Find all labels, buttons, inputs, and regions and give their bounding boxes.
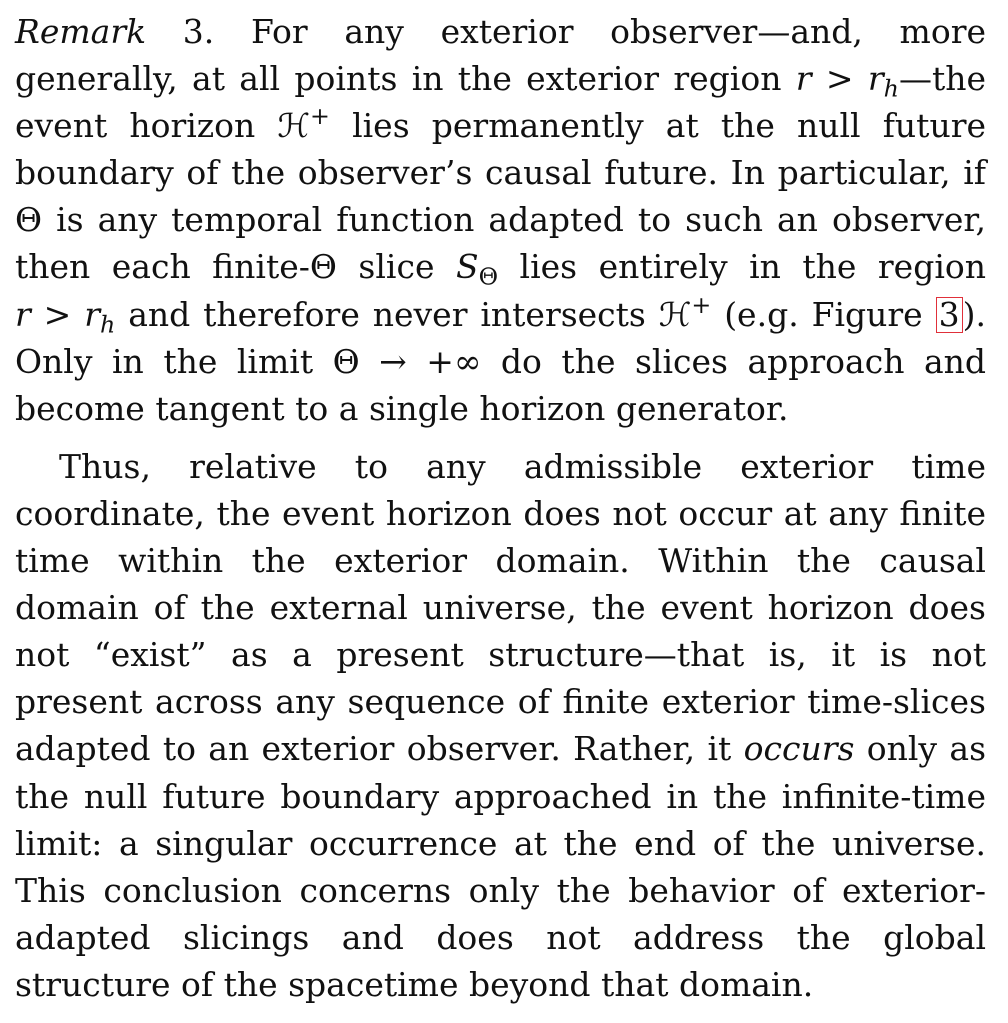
figure-citation bbox=[724, 295, 986, 334]
paragraph2-text-b: only as the null future boundary approached in the infinite-time limit: a singular occurrence at the end of the universe. This conclusion concerns only the behavior of exterior-adapted slicings and does not address the global structure of the spacetime beyond that domain. bbox=[15, 729, 987, 1004]
paragraph2-text-a: Thus, relative to any admissible exterior time coordinate, the event horizon does not occur at any finite time within the exterior domain. Within the causal domain of the external universe, the event horizon does not “exist” as a present structure—that is, it is not present across any sequence of finite exterior time-slices adapted to an exterior observer. Rather, it bbox=[15, 446, 986, 769]
conclusion-paragraph bbox=[15, 443, 986, 1008]
math-H-sup: + bbox=[310, 102, 330, 131]
math-r-h-2: r bbox=[84, 294, 100, 334]
remark-number: 3. bbox=[182, 12, 215, 51]
math-H-2: ℋ bbox=[658, 294, 692, 334]
region-inequality bbox=[795, 59, 899, 103]
math-H: ℋ bbox=[277, 106, 311, 146]
remark-text-f-open: (e.g. Figure bbox=[724, 294, 923, 334]
remark-text-e: and therefore never intersects bbox=[128, 294, 646, 334]
remark-label: Remark bbox=[15, 12, 147, 51]
remark-text-c: lies permanently at the null future boundary of the observer’s causal future. In particular, if Θ is any temporal function adapted to such an observer, then each finite-Θ slice bbox=[15, 106, 986, 287]
figure-3-link[interactable]: 3 bbox=[936, 297, 963, 334]
math-S: S bbox=[455, 247, 479, 287]
paragraph2-emphasis: occurs bbox=[743, 729, 855, 769]
math-r-2: r bbox=[15, 294, 31, 334]
remark-text-d: lies entirely in the region bbox=[519, 247, 987, 287]
remark-text-b: —the event horizon bbox=[15, 59, 986, 146]
math-H-sup-2: + bbox=[691, 290, 712, 319]
slice-symbol bbox=[455, 247, 499, 292]
remark-paragraph bbox=[15, 8, 986, 432]
remark-text-g: Only in the limit Θ → +∞ do the slices approach and become tangent to a single horizon generator. bbox=[15, 341, 986, 428]
horizon-symbol-2 bbox=[658, 290, 712, 334]
math-r-h: r bbox=[867, 59, 884, 99]
remark-text-a: For any exterior observer—and, more generally, at all points in the exterior region bbox=[15, 12, 986, 99]
math-S-sub: Θ bbox=[478, 263, 499, 292]
horizon-symbol bbox=[277, 102, 330, 146]
document-page bbox=[15, 8, 986, 1008]
math-r: r bbox=[795, 59, 812, 99]
remark-text-f-close: ). bbox=[962, 294, 986, 334]
math-sub-h-2: h bbox=[100, 310, 116, 339]
region-inequality-2 bbox=[15, 294, 116, 339]
math-sub-h: h bbox=[883, 74, 899, 103]
math-gt-2: > bbox=[43, 294, 72, 334]
math-gt: > bbox=[825, 59, 854, 99]
